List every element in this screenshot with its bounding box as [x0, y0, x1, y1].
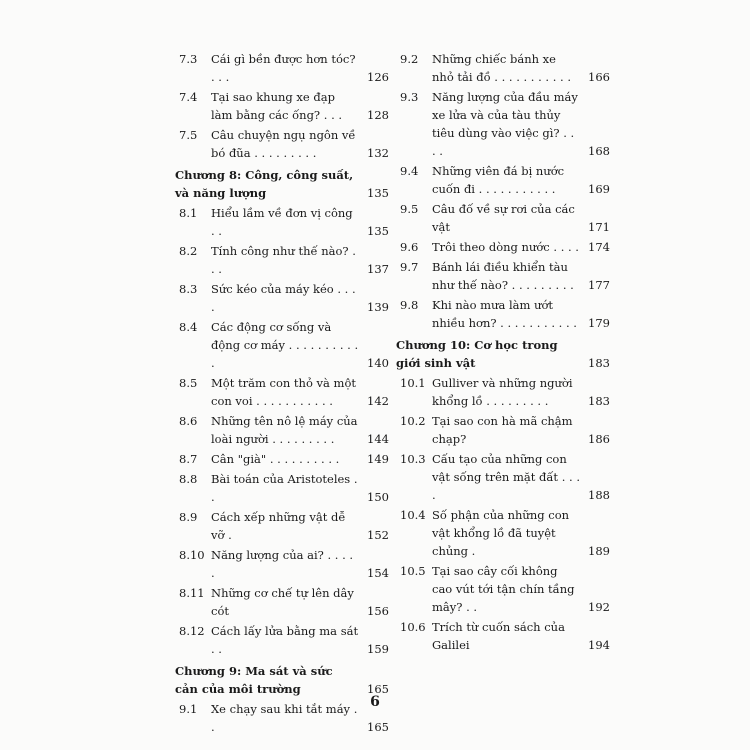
entry-title: Cách xếp những vật dễ vỡ .	[211, 510, 346, 542]
entry-number: 8.3	[179, 282, 198, 296]
entry-title: Những tên nô lệ máy của loài người . . . . . . . . .	[211, 414, 358, 446]
entry-page: 154	[367, 566, 389, 580]
entry-page: 171	[588, 220, 610, 234]
entry-title: Gulliver và những người khổng lồ . . . . . . . . .	[432, 376, 573, 408]
toc-entry	[396, 50, 610, 86]
entry-number: 10.1	[400, 376, 426, 390]
toc-entry	[175, 318, 389, 372]
toc-entry	[396, 296, 610, 332]
entry-title: Năng lượng của đầu máy xe lửa và của tàu thủy tiêu dùng vào việc gì? . . . .	[432, 90, 578, 158]
entry-page: 166	[588, 70, 610, 84]
entry-title: Tính công như thế nào? . . .	[211, 244, 356, 276]
chapter-title: Chương 10: Cơ học trong giới sinh vật	[396, 338, 558, 370]
entry-page: 156	[367, 604, 389, 618]
entry-page: 165	[367, 720, 389, 734]
toc-entry	[396, 506, 610, 560]
chapter-page: 135	[367, 186, 389, 200]
entry-title: Các động cơ sống và động cơ máy . . . . . . . . . . .	[211, 320, 359, 370]
toc-entry	[396, 374, 610, 410]
entry-number: 8.1	[179, 206, 198, 220]
entry-title: Bánh lái điều khiển tàu như thế nào? . . . . . . . . .	[432, 260, 574, 292]
entry-page: 183	[588, 394, 610, 408]
entry-title: Trôi theo dòng nước . . . .	[432, 240, 579, 254]
toc-entry	[175, 584, 389, 620]
entry-page: 132	[367, 146, 389, 160]
toc-entry	[396, 88, 610, 160]
entry-title: Câu chuyện ngụ ngôn về bó đũa . . . . . . . . .	[211, 128, 356, 160]
entry-number: 8.11	[179, 586, 205, 600]
toc-chapter-heading	[175, 166, 389, 202]
entry-page: 135	[367, 224, 389, 238]
entry-page: 142	[367, 394, 389, 408]
toc-entry	[175, 374, 389, 410]
entry-page: 186	[588, 432, 610, 446]
entry-title: Xe chạy sau khi tắt máy . .	[211, 702, 358, 734]
entry-number: 8.8	[179, 472, 198, 486]
entry-number: 9.4	[400, 164, 419, 178]
entry-number: 7.3	[179, 52, 198, 66]
entry-page: 189	[588, 544, 610, 558]
entry-title: Tại sao con hà mã chậm chạp?	[432, 414, 573, 446]
page-number: 6	[370, 694, 380, 710]
entry-page: 194	[588, 638, 610, 652]
toc-entry	[396, 618, 610, 654]
chapter-page: 183	[588, 356, 610, 370]
entry-title: Tại sao cây cối không cao vút tới tận chín tầng mây? . .	[432, 564, 575, 614]
toc-entry	[175, 622, 389, 658]
entry-title: Cái gì bền được hơn tóc? . . .	[211, 52, 356, 84]
entry-number: 9.1	[179, 702, 198, 716]
entry-title: Những cơ chế tự lên dây cót	[211, 586, 354, 618]
toc-entry	[396, 258, 610, 294]
entry-title: Số phận của những con vật khổng lồ đã tuyệt chủng .	[432, 508, 570, 558]
toc-entry	[175, 508, 389, 544]
entry-title: Hiểu lầm về đơn vị công . .	[211, 206, 353, 238]
entry-number: 10.2	[400, 414, 426, 428]
toc-entry	[396, 562, 610, 616]
toc-entry	[175, 546, 389, 582]
toc-entry	[175, 88, 389, 124]
entry-title: Trích từ cuốn sách của Galilei	[432, 620, 565, 652]
entry-page: 168	[588, 144, 610, 158]
entry-number: 8.5	[179, 376, 198, 390]
toc-entry	[175, 412, 389, 448]
entry-number: 9.5	[400, 202, 419, 216]
entry-page: 152	[367, 528, 389, 542]
entry-number: 7.4	[179, 90, 198, 104]
entry-number: 10.6	[400, 620, 426, 634]
entry-number: 10.5	[400, 564, 426, 578]
entry-page: 150	[367, 490, 389, 504]
entry-number: 7.5	[179, 128, 198, 142]
entry-number: 10.4	[400, 508, 426, 522]
entry-number: 9.8	[400, 298, 419, 312]
entry-page: 149	[367, 452, 389, 466]
entry-page: 159	[367, 642, 389, 656]
entry-number: 8.6	[179, 414, 198, 428]
entry-title: Những viên đá bị nước cuốn đi . . . . . . . . . . .	[432, 164, 565, 196]
entry-number: 9.7	[400, 260, 419, 274]
entry-page: 177	[588, 278, 610, 292]
toc-right-column	[396, 50, 610, 656]
entry-title: Câu đố về sự rơi của các vật	[432, 202, 575, 234]
toc-entry	[175, 50, 389, 86]
entry-title: Một trăm con thỏ và một con voi . . . . . . . . . . .	[211, 376, 357, 408]
entry-number: 9.3	[400, 90, 419, 104]
entry-page: 128	[367, 108, 389, 122]
entry-page: 179	[588, 316, 610, 330]
chapter-title: Chương 9: Ma sát và sức cản của môi trường	[175, 664, 333, 696]
entry-title: Sức kéo của máy kéo . . . .	[211, 282, 356, 314]
toc-entry	[175, 126, 389, 162]
entry-title: Năng lượng của ai? . . . . .	[211, 548, 354, 580]
entry-title: Cách lấy lửa bằng ma sát . .	[211, 624, 359, 656]
toc-left-column	[175, 50, 389, 738]
toc-chapter-heading	[175, 662, 389, 698]
entry-number: 8.7	[179, 452, 198, 466]
entry-page: 174	[588, 240, 610, 254]
toc-entry	[175, 204, 389, 240]
entry-title: Cấu tạo của những con vật sống trên mặt đất . . . .	[432, 452, 580, 502]
entry-title: Tại sao khung xe đạp làm bằng các ống? . . .	[211, 90, 343, 122]
toc-entry	[396, 450, 610, 504]
chapter-page: 165	[367, 682, 389, 696]
entry-number: 8.4	[179, 320, 198, 334]
entry-number: 8.10	[179, 548, 205, 562]
toc-entry	[396, 200, 610, 236]
entry-page: 139	[367, 300, 389, 314]
entry-page: 126	[367, 70, 389, 84]
toc-entry	[175, 470, 389, 506]
entry-page: 188	[588, 488, 610, 502]
toc-entry	[396, 412, 610, 448]
chapter-title: Chương 8: Công, công suất, và năng lượng	[175, 168, 354, 200]
entry-title: Những chiếc bánh xe nhỏ tải đồ . . . . . . . . . . .	[432, 52, 572, 84]
entry-page: 192	[588, 600, 610, 614]
toc-entry	[396, 238, 610, 256]
entry-title: Cân "già" . . . . . . . . . .	[211, 452, 340, 466]
entry-page: 144	[367, 432, 389, 446]
entry-number: 8.2	[179, 244, 198, 258]
toc-entry	[175, 242, 389, 278]
entry-title: Bài toán của Aristoteles . .	[211, 472, 358, 504]
toc-entry	[175, 280, 389, 316]
toc-chapter-heading	[396, 336, 610, 372]
entry-number: 10.3	[400, 452, 426, 466]
toc-entry	[175, 450, 389, 468]
entry-title: Khi nào mưa làm ướt nhiều hơn? . . . . . . . . . . .	[432, 298, 577, 330]
toc-entry	[396, 162, 610, 198]
entry-page: 137	[367, 262, 389, 276]
entry-page: 140	[367, 356, 389, 370]
entry-number: 9.2	[400, 52, 419, 66]
entry-number: 8.9	[179, 510, 198, 524]
entry-page: 169	[588, 182, 610, 196]
entry-number: 9.6	[400, 240, 419, 254]
entry-number: 8.12	[179, 624, 205, 638]
